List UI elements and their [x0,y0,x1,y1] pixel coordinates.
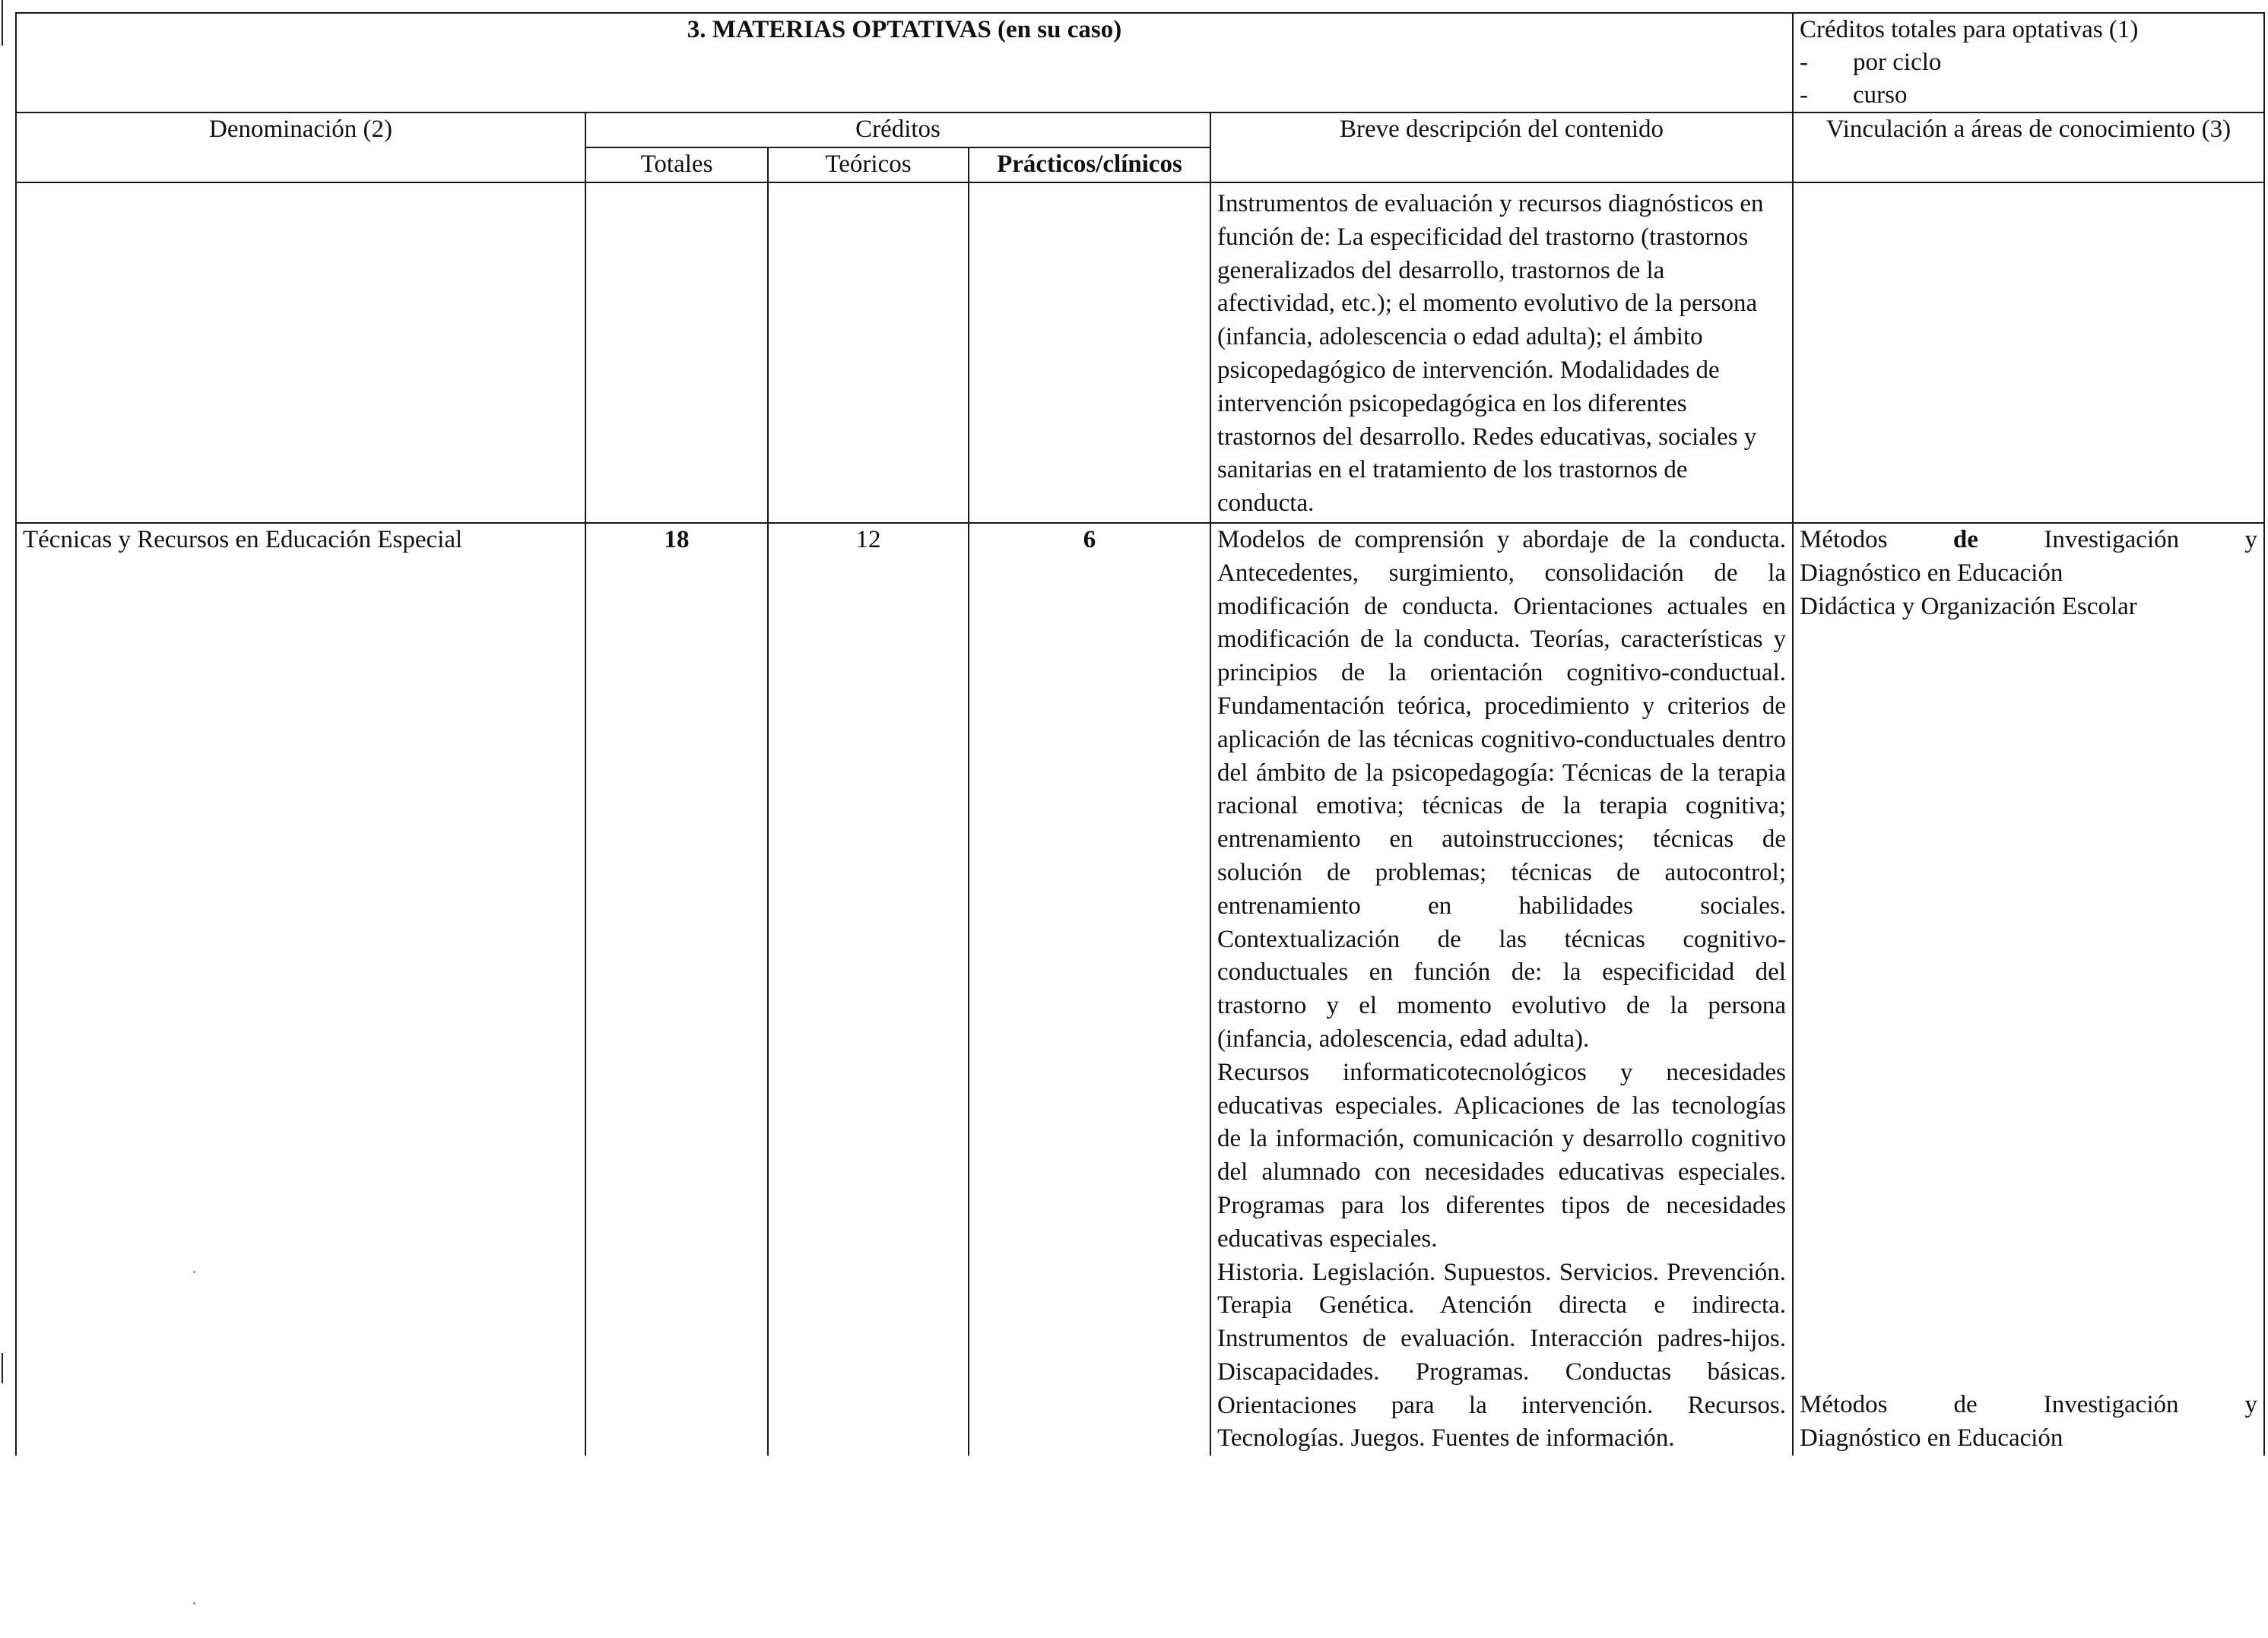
col-practicos: Prácticos/clínicos [969,147,1210,182]
totals-item-course: - curso [1800,81,1908,109]
totals-credits-header [1793,13,2264,112]
section-header-row [16,13,2264,112]
description-paragraph: Historia. Legislación. Supuestos. Servicios. Prevención. Terapia Genética. Atención directa e indirecta. Instrumentos de evaluación. Interacción padres-hijos. Discapacidades. Programas. Conductas básicas. Orientaciones para la intervención. Recursos. Tecnologías. Juegos. Fuentes de información. [1217,1258,1787,1453]
row-totales [585,182,768,523]
scan-speck [193,1271,195,1273]
table-row [16,182,2264,523]
col-totales: Totales [585,147,768,182]
area-group [1800,1389,2257,1456]
col-vinculacion: Vinculación a áreas de conocimiento (3) [1793,112,2264,182]
row-denominacion [16,182,585,523]
area-line: Didáctica y Organización Escolar [1800,592,2137,620]
col-descripcion: Breve descripción del contenido [1210,112,1793,182]
column-header-row [16,112,2264,147]
area-group [1800,524,2257,623]
totals-credits-label: Créditos totales para optativas (1) [1800,16,2139,43]
description-paragraph: Recursos informaticotecnológicos y necesidades educativas especiales. Aplicaciones de las tecnologías de la información, comunicación y desarrollo cognitivo del alumnado con necesidades educativas especiales. Programas para los diferentes tipos de necesidades educativas especiales. [1217,1058,1787,1253]
description-paragraph: Modelos de comprensión y abordaje de la conducta. Antecedentes, surgimiento, consolidación de la modificación de conducta. Orientaciones actuales en modificación de la conducta. Teorías, características y principios de la orientación cognitivo-conductual. Fundamentación teórica, procedimiento y criterios de aplicación de las técnicas cognitivo-conductuales dentro del ámbito de la psicopedagogía: Técnicas de la terapia racional emotiva; técnicas de la terapia cognitiva; entrenamiento en autoinstrucciones; técnicas de solución de problemas; técnicas de autocontrol; entrenamiento en habilidades sociales. Contextualización de las técnicas cognitivo-conductuales en función de: la especificidad del trastorno y el momento evolutivo de la persona (infancia, adolescencia, edad adulta). [1217,525,1787,1053]
row-denominacion: Técnicas y Recursos en Educación Especial [16,523,585,1456]
row-practicos: 6 [969,523,1210,1456]
section-title: 3. MATERIAS OPTATIVAS (en su caso) [16,13,1793,112]
row-vinculacion [1793,523,2264,1456]
totals-item-per-cycle: - por ciclo [1800,49,1942,76]
row-teoricos: 12 [768,523,969,1456]
row-descripcion: Instrumentos de evaluación y recursos diagnósticos en función de: La especificidad del trastorno (trastornos generalizados del desarrollo, trastornos de la afectividad, etc.); el momento evolutivo de la persona (infancia, adolescencia o edad adulta); el ámbito psicopedagógico de intervención. Modalidades de intervención psicopedagógica en los diferentes trastornos del desarrollo. Redes educativas, sociales y sanitarias en el tratamiento de los trastornos de conducta. [1210,182,1793,523]
optional-subjects-table [15,12,2265,1456]
area-line: Diagnóstico en Educación [1800,1424,2063,1453]
scan-edge-mark [2,1353,3,1383]
col-creditos: Créditos [585,112,1210,147]
area-line: Métodos de Investigación y [1800,525,2258,553]
area-spacer [1800,623,2257,1389]
row-vinculacion [1793,182,2264,523]
col-teoricos: Teóricos [768,147,969,182]
scan-edge-mark [2,0,3,46]
row-practicos [969,182,1210,523]
table-row [16,523,2264,1456]
area-line: Diagnóstico en Educación [1800,559,2063,587]
col-denominacion: Denominación (2) [16,112,585,182]
scan-speck [193,1602,195,1605]
row-descripcion [1210,523,1793,1456]
area-line: Métodos de Investigación y [1800,1391,2257,1419]
row-teoricos [768,182,969,523]
row-totales: 18 [585,523,768,1456]
